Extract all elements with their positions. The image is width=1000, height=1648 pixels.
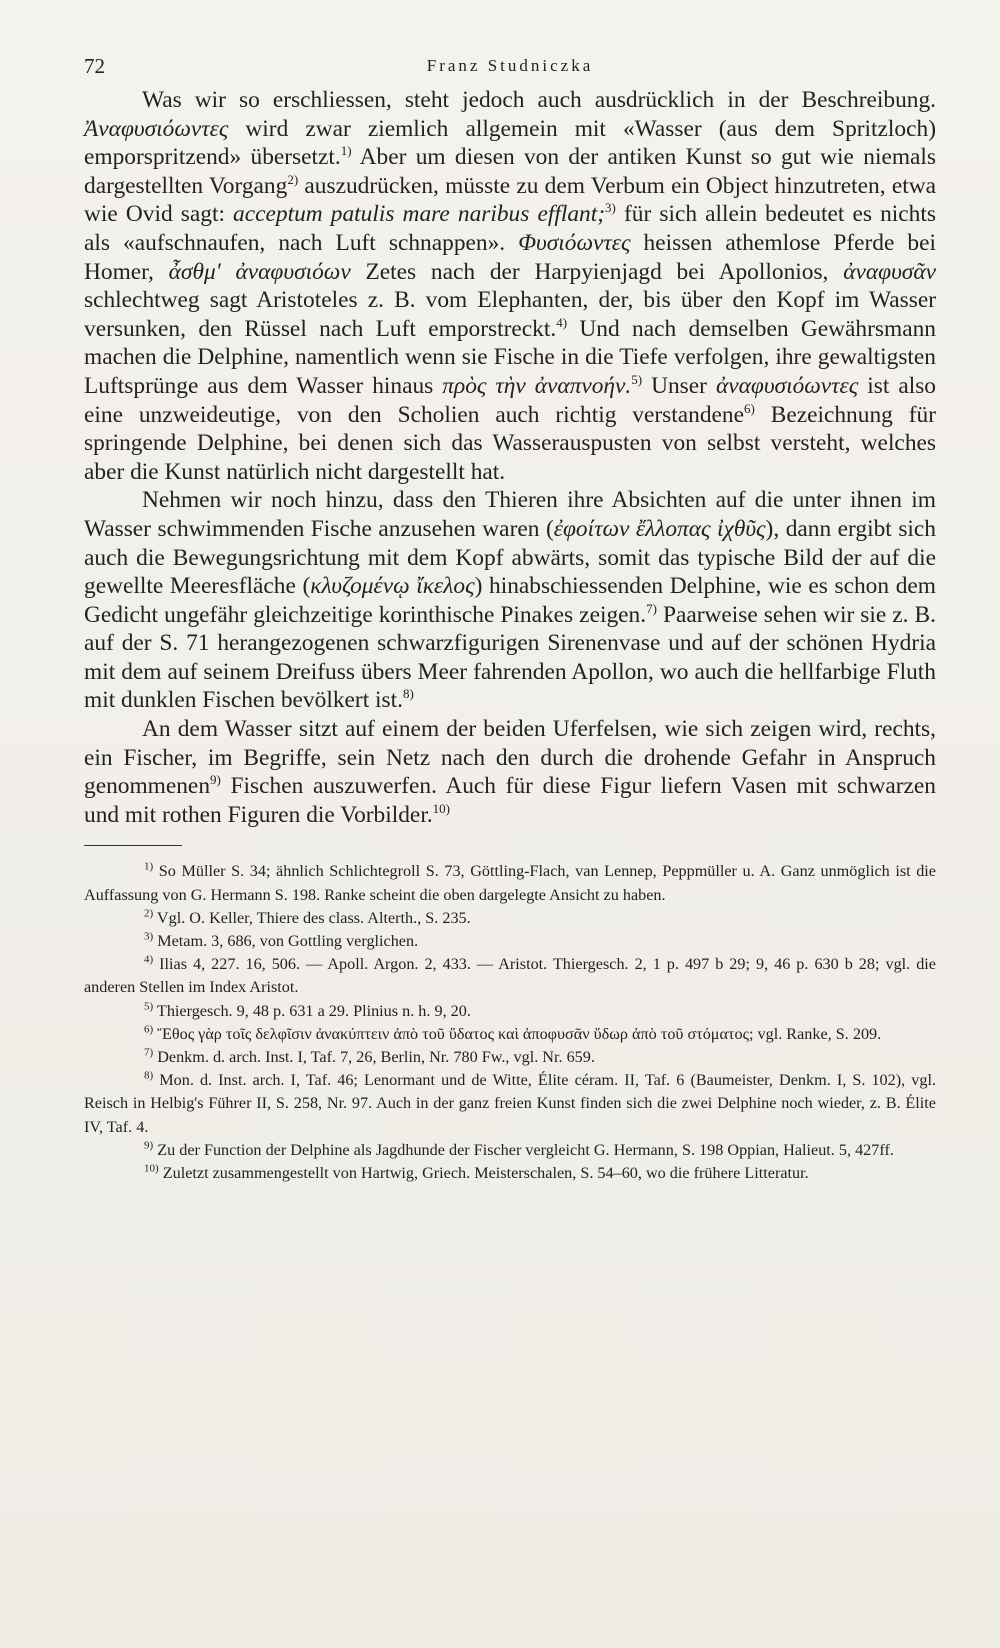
footnote [84,930,936,953]
footnote-reference: 5) [631,372,643,388]
footnote-text: So Müller S. 34; ähnlich Schlichtegroll S. 73, Göttling-Flach, van Lennep, Peppmüller u. A. Ganz unmöglich ist die Auffassung von G. Hermann S. 198. Ranke scheint die oben dargelegte Ansicht zu haben. [84,862,936,904]
main-text [84,86,936,829]
greek-quotation: ἀναφυσιόωντες [715,372,859,399]
footnote-number: 1) [144,861,154,874]
footnote [84,907,936,930]
greek-quotation: ἐφοίτων ἔλλοπας ἰχθῦς [553,515,766,542]
footnote-text: Ilias 4, 227. 16, 506. — Apoll. Argon. 2, 433. — Aristot. Thiergesch. 2, 1 p. 497 b 29; 9, 46 p. 630 b 28; vgl. die anderen Stellen im Index Aristot. [84,955,936,997]
greek-quotation: acceptum patulis mare naribus efflant; [233,201,606,228]
paragraph [84,715,936,829]
text-run: Bezeichnung für springende Delphine, bei denen sich das Wasserauspusten von selbst versteht, welches aber die Kunst natürlich nicht dargestellt hat. [84,401,936,485]
text-run: Aber um diesen von der antiken Kunst so gut wie niemals dargestellten Vorgang [84,144,936,199]
footnote-text: Ἔθος γὰρ τοῖς δελφῖσιν ἀνακύπτειν ἀπὸ τοῦ ὕδατος καὶ ἀποφυσᾶν ὕδωρ ἀπὸ τοῦ στόματος; vgl. Ranke, S. 209. [153,1024,882,1043]
footnote-text: Metam. 3, 686, von Gottling verglichen. [153,932,419,951]
paragraph [84,86,936,486]
footnote-text: Zuletzt zusammengestellt von Hartwig, Griech. Meisterschalen, S. 54–60, wo die frühere Litteratur. [158,1164,809,1183]
greek-quotation: ἀναφυσᾶν [843,258,936,285]
page-number: 72 [84,54,105,78]
footnote [84,860,936,906]
footnote-divider [84,845,182,846]
running-head [84,48,936,84]
footnote-reference: 1) [340,143,352,159]
footnote-text: Denkm. d. arch. Inst. I, Taf. 7, 26, Berlin, Nr. 780 Fw., vgl. Nr. 659. [153,1048,595,1067]
text-run: für sich allein bedeutet es nichts als «aufschnaufen, nach Luft schnappen». [84,201,936,256]
text-run: ist also eine unzweideutige, von den Scholien auch richtig verstandene [84,372,936,428]
footnote [84,1046,936,1069]
footnote-reference: 6) [744,400,755,416]
text-run: An dem Wasser sitzt auf einem der beiden Uferfelsen, wie sich zeigen wird, rechts, ein Fischer, im Begriffe, sein Netz nach den durch die drohende Gefahr in Anspruch genommenen [84,716,936,800]
text-run: Fischen auszuwerfen. Auch für diese Figur liefern Vasen mit schwarzen und mit rothen Figuren die Vorbilder. [84,773,936,828]
footnote-reference: 8) [402,686,414,702]
footnote-number: 7) [144,1046,154,1059]
footnotes [84,860,936,1185]
footnote-reference: 10) [432,801,451,817]
footnote-text: Mon. d. Inst. arch. I, Taf. 46; Lenormant und de Witte, Élite céram. II, Taf. 6 (Baumeister, Denkm. I, S. 102), vgl. Reisch in Helbig's Führer II, S. 258, Nr. 97. Auch in der ganz freien Kunst finden sich die zwei Delphine noch wieder, z. B. Élite IV, Taf. 4. [84,1071,936,1136]
text-run: ), dann ergibt sich auch die Bewegungsrichtung mit dem Kopf abwärts, somit das typische Bild der auf die gewellte Meeresfläche ( [84,515,936,600]
footnote-number: 5) [144,1000,154,1013]
footnote [84,1000,936,1023]
greek-quotation: κλυζομένῳ ἴκελος [310,573,475,600]
greek-quotation: ἆσθμ' ἀναφυσιόων [168,258,351,285]
running-head-author: Franz Studniczka [426,56,594,75]
text-run: Unser [642,372,716,399]
footnote [84,1023,936,1046]
footnote [84,1162,936,1185]
footnote-reference: 2) [287,171,299,187]
footnote [84,953,936,999]
text-run: Was wir so erschliessen, steht jedoch auch ausdrücklich in der Beschreibung. [142,87,936,113]
text-run: ) hinabschiessenden Delphine, wie es schon dem Gedicht ungefähr gleichzeitige korinthische Pinakes zeigen. [84,573,936,628]
text-run: schlechtweg sagt Aristoteles z. B. vom Elephanten, der, bis über den Kopf im Wasser versunken, den Rüssel nach Luft emporstreckt. [84,287,936,342]
footnote-reference: 9) [210,772,221,788]
text-run: Zetes nach der Harpyienjagd bei Apollonios, [350,258,844,285]
footnote [84,1069,936,1139]
footnote-number: 2) [144,907,154,920]
footnote-number: 6) [144,1023,154,1036]
text-run: Paarweise sehen wir sie z. B. auf der S. 71 herangezogenen schwarzfigurigen Sirenenvase und auf der schönen Hydria mit dem auf seinem Dreifuss übers Meer fahrenden Apollon, wo auch die hellfarbige Fluth mit dunklen Fischen bevölkert ist. [84,601,936,714]
footnote-number: 8) [144,1069,154,1082]
paragraph [84,486,936,715]
greek-quotation: πρὸς τὴν ἀναπνοήν. [442,372,632,399]
text-run: auszudrücken, müsste zu dem Verbum ein Object hinzutreten, etwa wie Ovid sagt: [84,172,936,228]
footnote-text: Thiergesch. 9, 48 p. 631 a 29. Plinius n. h. 9, 20. [153,1001,471,1020]
footnote-reference: 4) [556,314,568,330]
footnote-number: 3) [144,930,154,943]
footnote-reference: 3) [605,200,616,216]
text-run: Und nach demselben Gewährsmann machen die Delphine, namentlich wenn sie Fische in die Tiefe verfolgen, ihre gewaltigsten Luftsprünge aus dem Wasser hinaus [84,315,936,399]
greek-quotation: Φυσιόωντες [518,229,631,256]
footnote-number: 4) [144,953,154,966]
footnote-text: Vgl. O. Keller, Thiere des class. Alterth., S. 235. [153,908,471,927]
greek-quotation: Ἀναφυσιόωντες [84,115,229,142]
footnote-number: 9) [144,1139,154,1152]
text-run: heissen athemlose Pferde bei Homer, [84,229,936,285]
footnote-text: Zu der Function der Delphine als Jagdhunde der Fischer vergleicht G. Hermann, S. 198 Oppian, Halieut. 5, 427ff. [153,1140,894,1159]
footnote-reference: 7) [646,600,657,616]
text-run: Nehmen wir noch hinzu, dass den Thieren ihre Absichten auf die unter ihnen im Wasser schwimmenden Fische anzusehen waren ( [84,487,936,542]
footnote-number: 10) [144,1162,159,1175]
text-run: wird zwar ziemlich allgemein mit «Wasser (aus dem Spritzloch) emporspritzend» übersetzt. [84,115,936,171]
footnote [84,1139,936,1162]
